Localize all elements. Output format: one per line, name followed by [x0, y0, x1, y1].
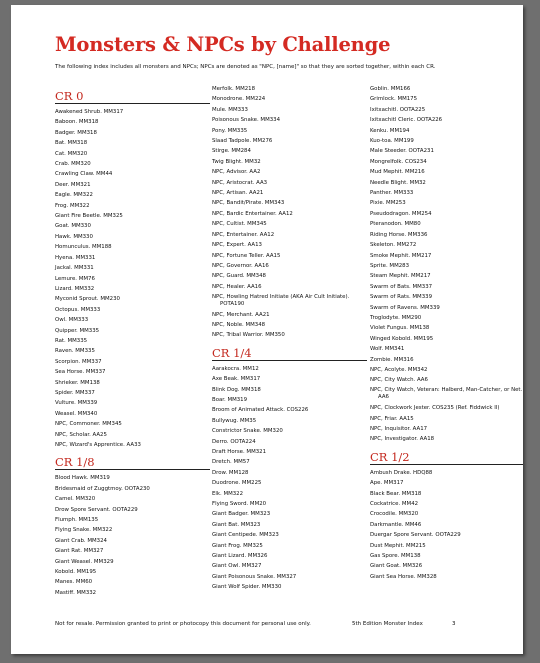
index-entry: Swarm of Rats. MM339: [370, 294, 432, 301]
index-entry: Steam Mephit. MM217: [370, 273, 431, 280]
footer-notice: Not for resale. Permission granted to print or photocopy this document for personal use only.: [55, 621, 311, 627]
index-entry: Darkmantle. MM46: [370, 521, 422, 528]
index-entry: Flumph. MM135: [55, 517, 99, 524]
index-entry: Giant Frog. MM325: [212, 542, 263, 549]
index-entry: Ixitxachitl. OOTA225: [370, 106, 426, 113]
index-entry: Black Bear. MM318: [370, 490, 422, 497]
index-entry: Mastiff. MM332: [55, 589, 97, 596]
index-entry: NPC, Artisan. AA21: [212, 190, 264, 197]
index-entry: Drow. MM128: [212, 469, 249, 476]
index-entry: Ambush Drake. HDQ88: [370, 469, 433, 476]
index-entry: Cockatrice. MM42: [370, 500, 419, 507]
index-entry: Mud Mephit. MM216: [370, 169, 425, 176]
index-entry: Crawling Claw. MM44: [55, 171, 113, 178]
index-entry: NPC, Expert. AA13: [212, 242, 262, 249]
index-entry: Elk. MM322: [212, 490, 244, 497]
index-entry: Giant Wolf Spider. MM330: [212, 584, 282, 591]
index-entry: Pixie. MM253: [370, 200, 406, 207]
index-entry: Smoke Mephit. MM217: [370, 252, 432, 259]
index-entry: Axe Beak. MM317: [212, 376, 261, 383]
index-entry: Bullywug. MM35: [212, 417, 257, 424]
index-entry: Scorpion. MM337: [55, 358, 102, 365]
index-entry: Troglodyte. MM290: [370, 314, 422, 321]
index-entry: Lemure. MM76: [55, 275, 95, 282]
index-entry: NPC, Guard. MM348: [212, 273, 266, 280]
page-title: Monsters & NPCs by Challenge: [55, 33, 391, 56]
index-entry: Giant Fire Beetle. MM325: [55, 213, 123, 220]
index-entry: NPC, Bandit/Pirate. MM343: [212, 200, 285, 207]
index-entry: NPC, Governor. AA16: [212, 262, 269, 269]
index-entry: Monodrone. MM224: [212, 96, 266, 103]
index-entry: Blink Dog. MM318: [212, 386, 261, 393]
index-entry: Winged Kobold. MM195: [370, 335, 434, 342]
index-entry: Frog. MM322: [55, 202, 90, 209]
index-entry: Merfolk. MM218: [212, 86, 256, 92]
index-entry: NPC, Cultist. MM345: [212, 221, 267, 228]
index-entry: Riding Horse. MM336: [370, 231, 428, 238]
index-entry: Poisonous Snake. MM334: [212, 117, 281, 124]
index-entry: Flying Snake. MM322: [55, 527, 113, 534]
index-entry: Deer. MM321: [55, 181, 91, 188]
index-entry: Blood Hawk. MM319: [55, 475, 110, 482]
index-entry: NPC, City Watch. AA6: [370, 377, 428, 384]
index-entry: Vulture. MM339: [55, 400, 98, 407]
index-entry: NPC, Clockwork Jester. COS235 (Ref. Fiddwick II): [370, 404, 500, 411]
index-entry: Lizard. MM332: [55, 285, 95, 292]
index-entry: Eagle. MM322: [55, 192, 93, 199]
index-entry: NPC, Commoner. MM345: [55, 421, 122, 428]
index-entry: Goblin. MM166: [370, 86, 411, 92]
index-entry: Giant Centipede. MM323: [212, 532, 279, 539]
index-entry: Twig Blight. MM32: [212, 158, 261, 165]
index-entry: Dust Mephit. MM215: [370, 542, 426, 549]
index-entry: Bridesmaid of Zuggtmoy. OOTA230: [55, 485, 150, 492]
index-entry: Duergar Spore Servant. OOTA229: [370, 532, 461, 539]
index-entry: Panther. MM333: [370, 190, 414, 197]
index-entry: Giant Rat. MM327: [55, 548, 104, 555]
index-column-2: [212, 84, 367, 593]
index-entry: Needle Blight. MM32: [370, 179, 426, 186]
page-number: 3: [452, 621, 456, 627]
index-entry: Giant Sea Horse. MM328: [370, 573, 437, 580]
index-entry: NPC, Wizard's Apprentice. AA33: [55, 442, 141, 448]
index-entry: NPC, Investigator. AA18: [370, 436, 435, 443]
index-entry: Awakened Shrub. MM317: [55, 109, 124, 115]
index-entry: Rat. MM335: [55, 337, 88, 344]
index-entry: Giant Badger. MM323: [212, 511, 271, 518]
index-column-1: [55, 84, 210, 598]
index-entry: Ape. MM317: [370, 480, 404, 487]
index-entry: Giant Lizard. MM326: [212, 553, 268, 560]
index-entry: Myconid Sprout. MM230: [55, 296, 120, 303]
index-entry: Spider. MM337: [55, 389, 95, 396]
page-footer: [55, 621, 456, 627]
index-entry: Mongrelfolk. COS234: [370, 158, 427, 165]
index-entry: Broom of Animated Attack. COS226: [212, 407, 309, 414]
index-entry: Pseudodragon. MM254: [370, 210, 432, 217]
cr-heading: CR 1/8: [55, 450, 210, 470]
index-entry: Flying Sword. MM20: [212, 501, 267, 507]
cr-heading: CR 1/4: [212, 341, 367, 361]
index-entry: NPC, Tribal Warrior. MM350: [212, 332, 285, 339]
index-entry: Stirge. MM284: [212, 148, 251, 155]
intro-text: The following index includes all monsters and NPCs; NPCs are denoted as "NPC, [name]" so that they are sorted together, within each CR.: [55, 64, 436, 70]
index-entry: Badger. MM318: [55, 129, 97, 136]
index-entry: Mule. MM333: [212, 106, 248, 113]
index-entry: Bat. MM318: [55, 140, 88, 147]
index-entry: Gas Spore. MM138: [370, 553, 421, 559]
index-entry: Crocodile. MM320: [370, 511, 419, 518]
index-entry: Crab. MM320: [55, 161, 91, 168]
index-entry: Jackal. MM331: [55, 265, 94, 272]
index-entry: Swarm of Bats. MM337: [370, 283, 433, 290]
index-entry: Giant Owl. MM327: [212, 563, 262, 570]
index-entry: Hawk. MM330: [55, 233, 93, 240]
index-entry: Swarm of Ravens. MM339: [370, 304, 440, 311]
index-entry: Sprite. MM283: [370, 262, 410, 269]
index-entry: Giant Poisonous Snake. MM327: [212, 573, 297, 580]
cr-heading: CR 1/2: [370, 445, 523, 465]
index-entry: Owl. MM333: [55, 317, 89, 324]
index-entry: NPC, Healer. AA16: [212, 283, 262, 290]
index-entry: NPC, Advisor. AA2: [212, 169, 261, 176]
document-page: [11, 5, 523, 654]
index-entry: Drow Spore Servant. OOTA229: [55, 506, 138, 513]
index-column-3: [370, 84, 523, 582]
index-entry: Constrictor Snake. MM320: [212, 428, 283, 435]
index-entry: NPC, City Watch, Veteran: Halberd, Man-Catcher, or Net. AA6: [370, 387, 523, 401]
index-entry: Slaad Tadpole. MM276: [212, 138, 273, 145]
index-entry: NPC, Friar. AA15: [370, 415, 414, 422]
index-entry: Goat. MM330: [55, 223, 91, 230]
index-entry: Camel. MM320: [55, 496, 96, 503]
index-entry: NPC, Entertainer. AA12: [212, 231, 275, 238]
index-entry: Duodrone. MM225: [212, 480, 262, 487]
index-entry: NPC, Fortune Teller. AA15: [212, 252, 281, 259]
index-entry: Homunculus. MM188: [55, 244, 112, 251]
index-entry: Weasel. MM340: [55, 410, 98, 417]
index-entry: Aarakocra. MM12: [212, 365, 259, 372]
index-entry: Raven. MM335: [55, 348, 95, 355]
index-entry: Violet Fungus. MM138: [370, 325, 430, 332]
index-entry: Cat. MM320: [55, 150, 88, 157]
index-entry: Quipper. MM335: [55, 327, 100, 334]
index-entry: Dretch. MM57: [212, 459, 250, 466]
index-entry: NPC, Howling Hatred Initiate (AKA Air Cult Initiate). POTA190: [212, 293, 350, 307]
index-entry: NPC, Inquisitor. AA17: [370, 425, 428, 432]
index-entry: Kenku. MM194: [370, 127, 410, 134]
index-entry: Derro. OOTA224: [212, 438, 256, 445]
index-entry: Pteranodon. MM80: [370, 221, 421, 228]
index-entry: Giant Bat. MM323: [212, 521, 261, 528]
index-entry: Octopus. MM333: [55, 306, 101, 313]
index-entry: Giant Crab. MM324: [55, 537, 107, 544]
index-entry: Giant Goat. MM326: [370, 563, 423, 570]
index-entry: Shrieker. MM138: [55, 379, 100, 386]
index-entry: NPC, Scholar. AA25: [55, 431, 107, 438]
index-entry: Kuo-toa. MM199: [370, 138, 414, 145]
index-entry: Baboon. MM318: [55, 119, 99, 126]
index-entry: NPC, Noble. MM348: [212, 321, 266, 328]
index-entry: Boar. MM319: [212, 396, 248, 403]
index-entry: NPC, Aristocrat. AA3: [212, 179, 268, 186]
index-entry: Pony. MM335: [212, 127, 248, 134]
index-entry: Ixitxachitl Cleric. OOTA226: [370, 117, 443, 124]
index-entry: Sea Horse. MM337: [55, 369, 106, 376]
cr-heading: CR 0: [55, 84, 210, 104]
index-entry: NPC, Bardic Entertainer. AA12: [212, 210, 293, 217]
index-entry: Draft Horse. MM321: [212, 448, 267, 455]
index-entry: NPC, Merchant. AA21: [212, 311, 270, 318]
index-entry: NPC, Acolyte. MM342: [370, 366, 428, 373]
index-entry: Grimlock. MM175: [370, 96, 418, 103]
index-entry: Manes. MM60: [55, 579, 93, 586]
index-entry: Wolf. MM341: [370, 346, 405, 353]
index-entry: Hyena. MM331: [55, 254, 96, 261]
index-entry: Skeleton. MM272: [370, 242, 417, 249]
footer-document-name: 5th Edition Monster Index: [352, 621, 423, 627]
index-entry: Giant Weasel. MM329: [55, 558, 114, 565]
index-entry: Kobold. MM195: [55, 569, 97, 576]
index-entry: Male Steeder. OOTA231: [370, 148, 434, 155]
index-entry: Zombie. MM316: [370, 356, 414, 363]
